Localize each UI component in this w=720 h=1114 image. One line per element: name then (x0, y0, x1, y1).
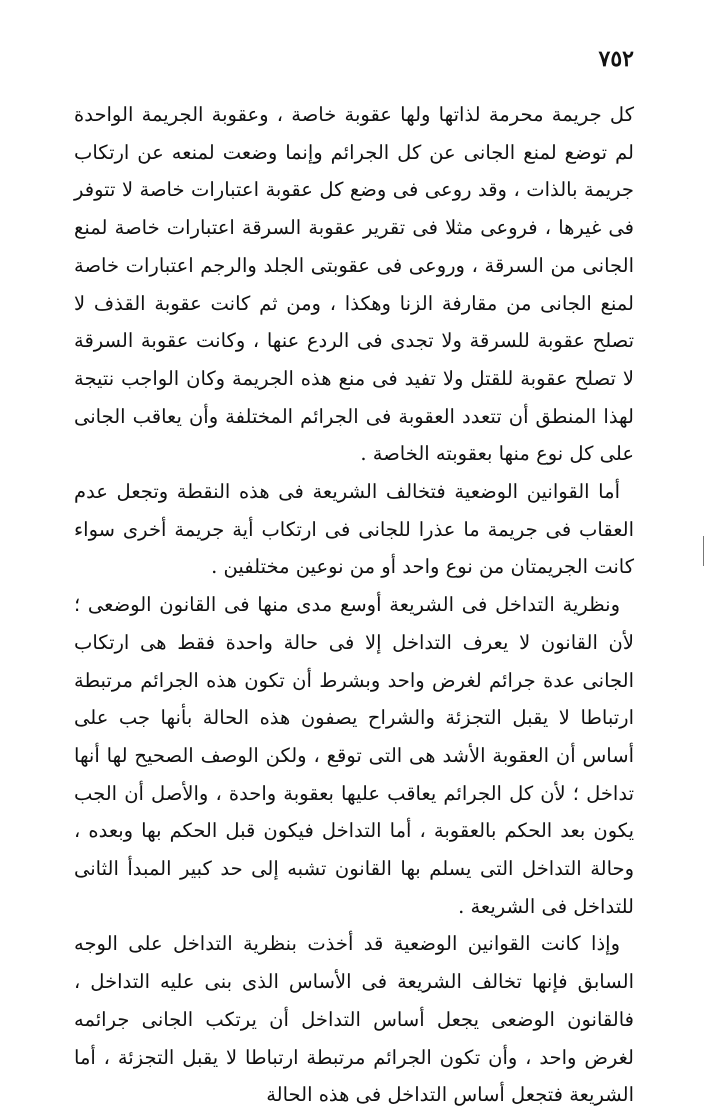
body-text (74, 96, 634, 1114)
margin-mark (703, 536, 704, 566)
paragraph-4: وإذا كانت القوانين الوضعية قد أخذت بنظرية التداخل على الوجه السابق فإنها تخالف الشريعة فى الأساس الذى بنى عليه التداخل ، فالقانون الوضعى يجعل أساس التداخل أن يرتكب الجانى جرائمه لغرض واحد ، وأن تكون الجرائم مرتبطة ارتباطا لا يقبل التجزئة ، أما الشريعة فتجعل أساس التداخل فى هذه الحالة (74, 932, 634, 1107)
paragraph-1: كل جريمة محرمة لذاتها ولها عقوبة خاصة ، وعقوبة الجريمة الواحدة لم توضع لمنع الجانى عن كل الجرائم وإنما وضعت لمنعه عن ارتكاب جريمة بالذات ، وقد روعى فى وضع كل عقوبة اعتبارات خاصة لا تتوفر فى غيرها ، فروعى مثلا فى تقرير عقوبة السرقة اعتبارات خاصة لمنع الجانى من السرقة ، وروعى فى عقوبتى الجلد والرجم اعتبارات خاصة لمنع الجانى من مقارفة الزنا وهكذا ، ومن ثم كانت عقوبة القذف لا تصلح عقوبة للسرقة ولا تجدى فى الردع عنها ، وكانت عقوبة السرقة لا تصلح عقوبة للقتل ولا تفيد فى منع هذه الجريمة وكان الواجب نتيجة لهذا المنطق أن تتعدد العقوبة فى الجرائم المختلفة وأن يعاقب الجانى على كل نوع منها بعقوبته الخاصة . (74, 103, 634, 466)
page-number: ٧٥٢ (598, 46, 634, 72)
paragraph-3: ونظرية التداخل فى الشريعة أوسع مدى منها فى القانون الوضعى ؛ لأن القانون لا يعرف التداخل إلا فى حالة واحدة فقط هى ارتكاب الجانى عدة جرائم لغرض واحد وبشرط أن تكون هذه الجرائم مرتبطة ارتباطا لا يقبل التجزئة والشراح يصفون هذه الحالة بأنها جب على أساس أن العقوبة الأشد هى التى توقع ، ولكن الوصف الصحيح لها أنها تداخل ؛ لأن كل الجرائم يعاقب عليها بعقوبة واحدة ، والأصل أن الجب يكون بعد الحكم بالعقوبة ، أما التداخل فيكون قبل الحكم بها وبعده ، وحالة التداخل التى يسلم بها القانون تشبه إلى حد كبير المبدأ الثانى للتداخل فى الشريعة . (74, 593, 634, 918)
paragraph-2: أما القوانين الوضعية فتخالف الشريعة فى هذه النقطة وتجعل عدم العقاب فى جريمة ما عذرا للجانى فى ارتكاب أية جريمة أخرى سواء كانت الجريمتان من نوع واحد أو من نوعين مختلفين . (74, 480, 634, 579)
